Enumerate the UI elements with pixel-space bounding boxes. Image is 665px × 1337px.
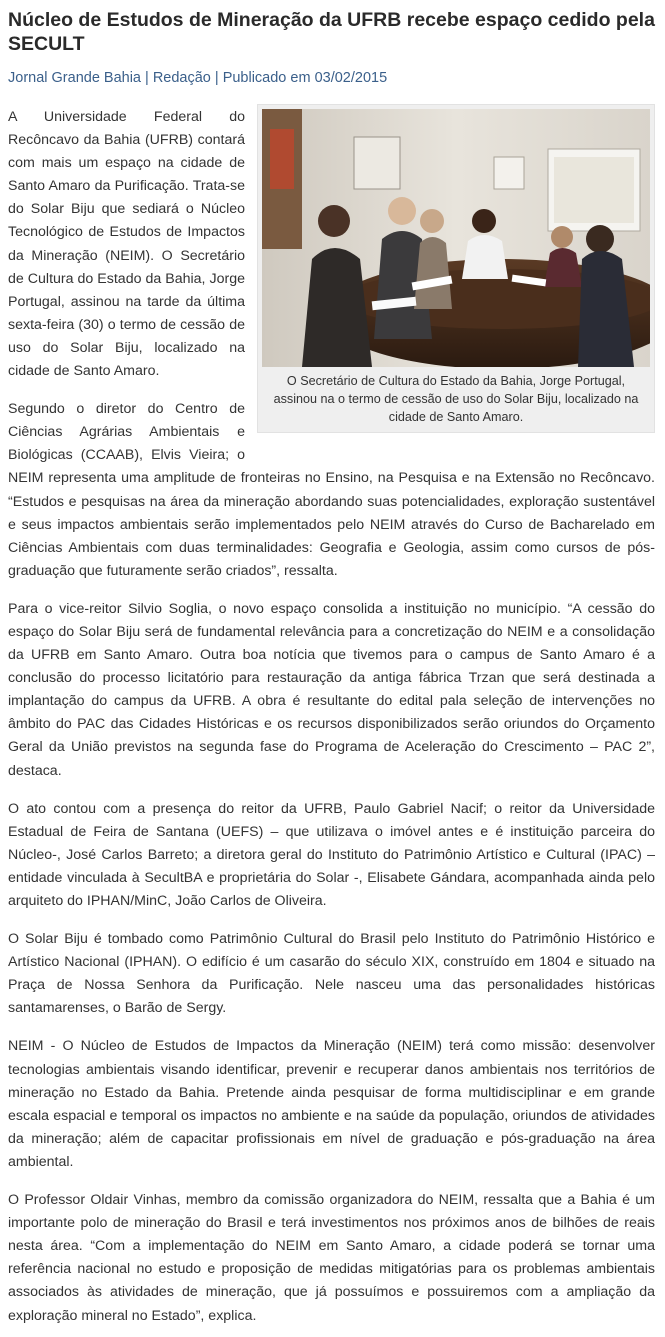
- article-title: Núcleo de Estudos de Mineração da UFRB recebe espaço cedido pela SECULT: [8, 9, 655, 55]
- article-paragraph: O Solar Biju é tombado como Patrimônio Cultural do Brasil pelo Instituto do Patrimônio Histórico e Artístico Nacional (IPHAN). O edifício é um casarão do século XIX, construído em 1804 e situado na Praça de Nossa Senhora da Purificação. Nele nasceu uma das personalidades históricas santamarenses, o Barão de Sergy.: [8, 931, 655, 1017]
- article-paragraph: A Universidade Federal do Recôncavo da Bahia (UFRB) contará com mais um espaço na cidade de Santo Amaro da Purificação. Trata-se do Solar Biju que sediará o Núcleo Tecnológico de Estudos de Impactos da Mineração (NEIM). O Secretário de Cultura do Estado da Bahia, Jorge Portugal, assinou na tarde da última sexta-feira (30) o termo de cessão de uso do Solar Biju, localizado na cidade de Santo Amaro.: [8, 109, 245, 380]
- article-paragraph: Segundo o diretor do Centro de Ciências Agrárias Ambientais e Biológicas (CCAAB), Elvis Vieira; o NEIM representa uma amplitude de fronteiras no Ensino, na Pesquisa e na Extensão no Recôncavo. “Estudos e pesquisas na área da mineração abordando suas potencialidades, exploração sustentável e seus impactos ambientais serão implementados pelo NEIM através do Curso de Bacharelado em Ciências Ambientais com duas terminalidades: Geografia e Geologia, assim como cursos de pós-graduação que futuramente serão criados”, ressalta.: [8, 401, 655, 579]
- article-paragraph: O ato contou com a presença do reitor da UFRB, Paulo Gabriel Nacif; o reitor da Universidade Estadual de Feira de Santana (UEFS) – que utilizava o imóvel antes e é instituição parceira do Núcleo-, José Carlos Barreto; a diretora geral do Instituto do Patrimônio Artístico e Cultural (IPAC) – entidade vinculada à SecultBA e proprietária do Solar -, Elisabete Gándara, acompanhada ainda pelo arquiteto do IPHAN/MinC, João Carlos de Oliveira.: [8, 800, 655, 909]
- article-byline[interactable]: Jornal Grande Bahia | Redação | Publicado em 03/02/2015: [8, 70, 388, 86]
- figure-caption: O Secretário de Cultura do Estado da Bahia, Jorge Portugal, assinou na o termo de cessão de uso do Solar Biju, localizado na cidade de Santo Amaro.: [273, 374, 639, 424]
- article-paragraph: NEIM - O Núcleo de Estudos de Impactos da Mineração (NEIM) terá como missão: desenvolver tecnologias ambientais visando identificar, prevenir e recuperar danos ambientais nos territórios de mineração no Estado da Bahia. Pretende ainda pesquisar de forma multidisciplinar e em grande escala espacial e temporal os impactos no ambiente e na saúde da população, oriundos de atividades da mineração; além de capacitar profissionais em nível de graduação e pós-graduação na área ambiental.: [8, 1038, 655, 1170]
- article-paragraph: Para o vice-reitor Silvio Soglia, o novo espaço consolida a instituição no município. “A cessão do espaço do Solar Biju será de fundamental relevância para a concretização do NEIM e a consolidação da UFRB em Santo Amaro. Outra boa notícia que tivemos para o campus de Santo Amaro é a conclusão do processo licitatório para restauração da antiga fábrica Trzan que será destinada a implantação do campus da UFRB. A obra é resultante do edital pala seleção de intervenções no âmbito do PAC das Cidades Históricas e os recursos disponibilizados serão oriundos do Orçamento Geral da União previstos na segunda fase do Programa de Aceleração do Crescimento – PAC 2”, destaca.: [8, 600, 655, 779]
- article-paragraph: O Professor Oldair Vinhas, membro da comissão organizadora do NEIM, ressalta que a Bahia é um importante polo de mineração do Brasil e terá investimentos nos próximos anos de bilhões de reais nesta área. “Com a implementação do NEIM em Santo Amaro, a cidade poderá se tornar uma referência nacional no estudo e proposição de medidas mitigatórias para os problemas ambientais associados às atividades de mineração, que já possuímos e possuiremos com a ampliação da exploração mineral no Estado”, explica.: [8, 1192, 655, 1324]
- article-body: [8, 106, 655, 1328]
- article-figure: [257, 104, 655, 433]
- meeting-photo[interactable]: [262, 109, 650, 367]
